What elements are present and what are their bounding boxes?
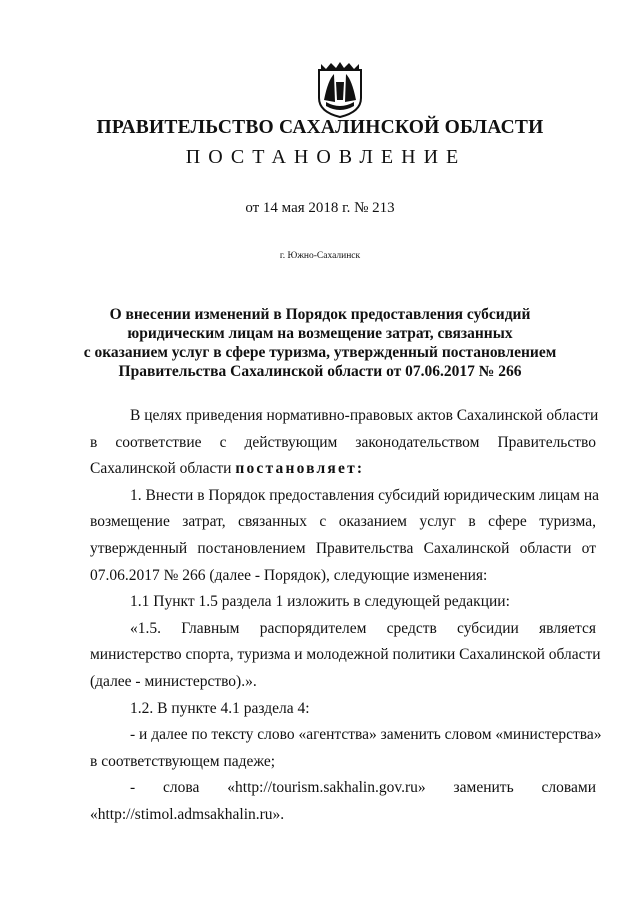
document-type: ПОСТАНОВЛЕНИЕ	[185, 146, 467, 168]
body-line: министерство спорта, туризма и молодежной политики Сахалинской области	[90, 646, 601, 664]
title-line: с оказанием услуг в сфере туризма, утвержденный постановлением	[83, 344, 557, 361]
organization-name: ПРАВИТЕЛЬСТВО САХАЛИНСКОЙ ОБЛАСТИ	[96, 117, 544, 138]
body-line: (далее - министерство).».	[90, 672, 257, 690]
body-line: в соответствующем падеже;	[90, 752, 276, 770]
body-line: 1. Внести в Порядок предоставления субсидий юридическим лицам на	[130, 486, 600, 504]
body-line: в соответствие с действующим законодательством Правительство	[90, 433, 596, 451]
coat-of-arms-emblem	[316, 60, 364, 118]
body-line: «http://stimol.admsakhalin.ru».	[90, 805, 285, 823]
body-line: 1.1 Пункт 1.5 раздела 1 изложить в следующей редакции:	[130, 593, 510, 611]
body-line: утвержденный постановлением Правительства Сахалинской области от	[90, 539, 596, 557]
date-and-number: от 14 мая 2018 г. № 213	[245, 200, 395, 216]
title-line: юридическим лицам на возмещение затрат, связанных	[127, 325, 513, 342]
document-title	[0, 305, 640, 381]
body-line: - и далее по тексту слово «агентства» заменить словом «министерства»	[130, 726, 602, 744]
body-line: «1.5. Главным распорядителем средств субсидии является	[130, 619, 596, 637]
body-line: В целях приведения нормативно-правовых актов Сахалинской области	[130, 407, 599, 424]
title-line: О внесении изменений в Порядок предоставления субсидий	[109, 306, 531, 323]
body-text: Сахалинской области	[90, 460, 236, 478]
body-line: 07.06.2017 № 266 (далее - Порядок), следующие изменения:	[90, 566, 488, 584]
body-line: возмещение затрат, связанных с оказанием услуг в сфере туризма,	[90, 513, 596, 531]
title-line: Правительства Сахалинской области от 07.06.2017 № 266	[118, 363, 522, 380]
resolves-word: постановляет:	[235, 460, 365, 478]
body-line: - слова «http://tourism.sakhalin.gov.ru» заменить словами	[130, 779, 596, 797]
body-line: 1.2. В пункте 4.1 раздела 4:	[130, 699, 310, 717]
document-body	[90, 403, 602, 829]
city: г. Южно-Сахалинск	[279, 251, 361, 261]
body-line	[90, 456, 596, 483]
